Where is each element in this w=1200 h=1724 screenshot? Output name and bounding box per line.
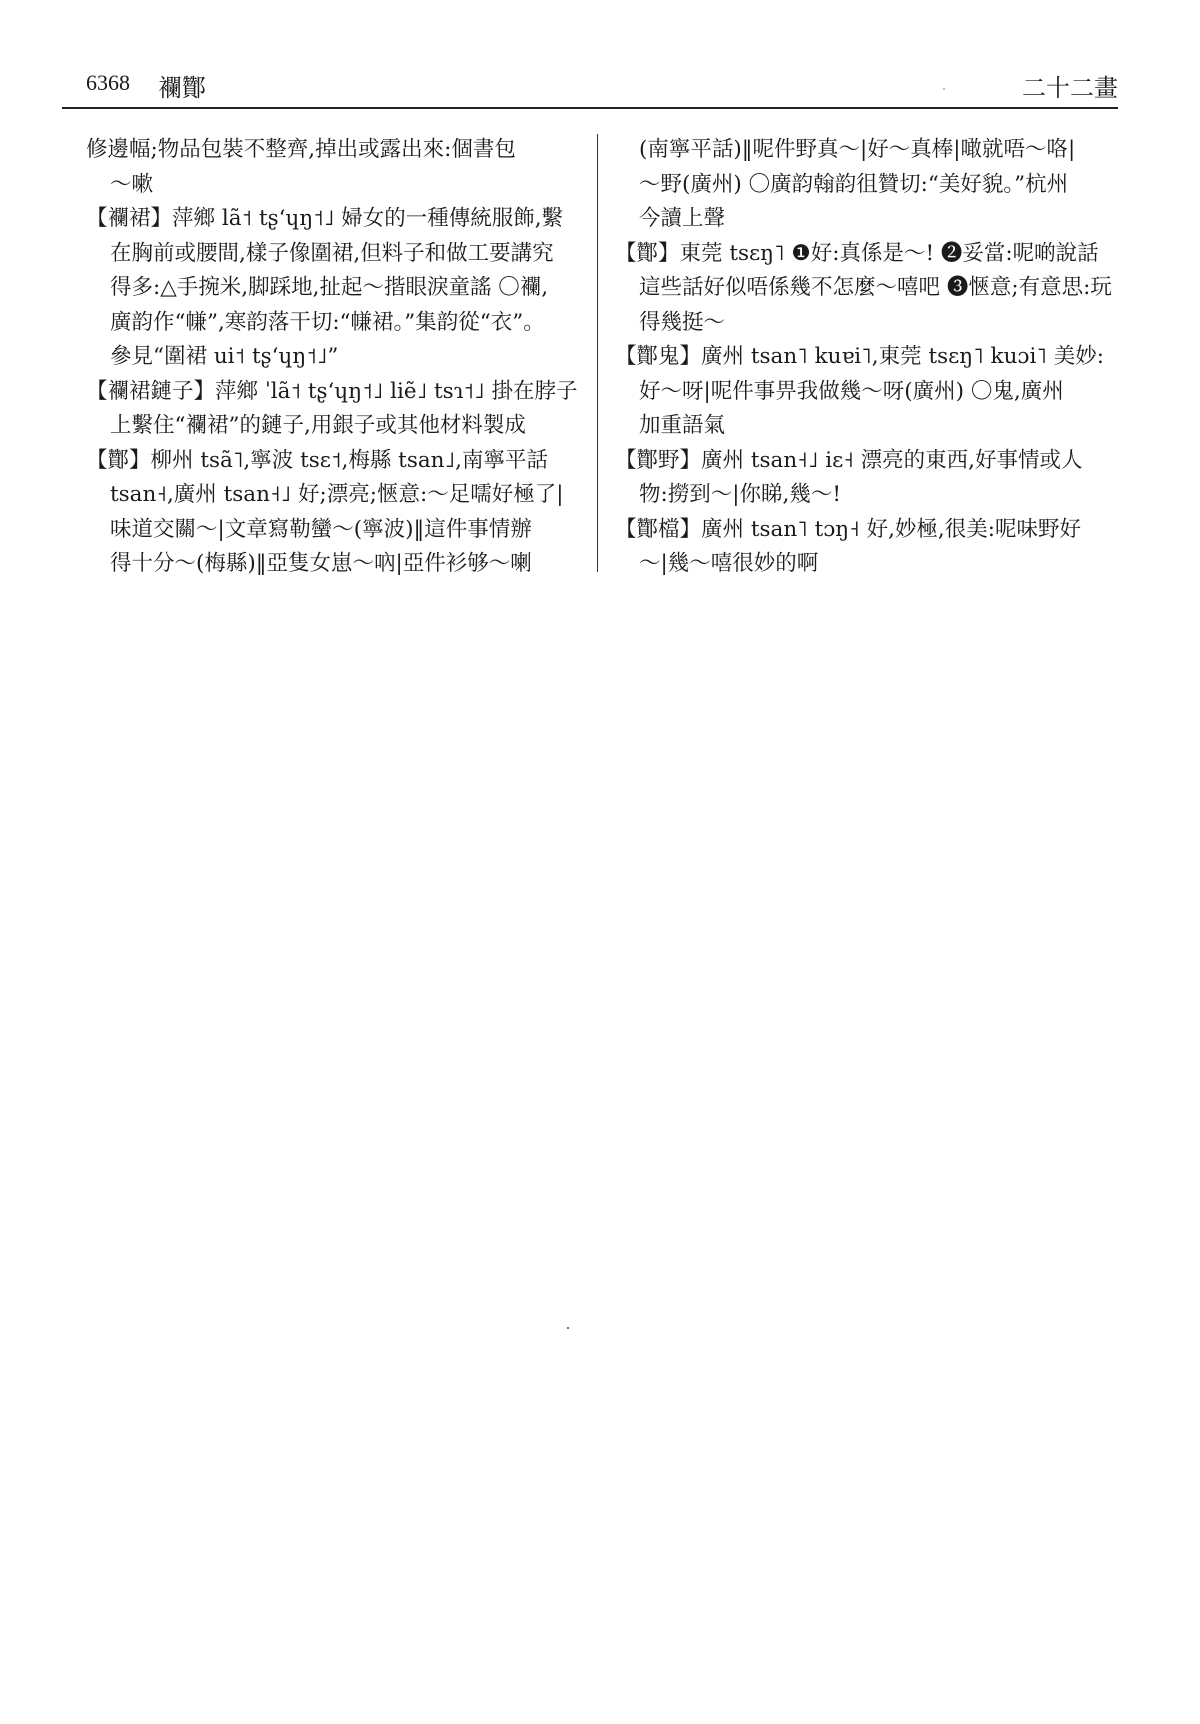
speck — [943, 88, 945, 90]
text-line: 得幾挺～ — [639, 309, 726, 335]
text-line: 得十分～(梅縣)‖亞隻女崽～吶|亞件衫够～喇 — [110, 551, 532, 576]
section-title: 二十二畫 — [1022, 74, 1118, 102]
text-line: 參見“圍裙 ui˦ tʂʻɥŋ˦˩” — [110, 344, 339, 369]
text-line: 物:撈到～|你睇,幾～! — [639, 482, 841, 507]
left-column — [86, 133, 586, 582]
text-line: ～嗽 — [110, 171, 154, 197]
stray-mark — [567, 1327, 569, 1329]
text-line: 味道交關～|文章寫勒蠻～(寧波)‖這件事情辦 — [110, 516, 532, 542]
entry-line: 【酇】東莞 tsɛŋ˥ ❶好:真係是～! ❷妥當:呢啲說話 — [615, 240, 1099, 266]
column-divider — [597, 134, 598, 572]
text-line: (南寧平話)‖呢件野真～|好～真棒|噉就唔～咯| — [639, 137, 1076, 162]
entry-line: 【酇鬼】廣州 tsan˥ kuɐi˥,東莞 tsɛŋ˥ kuɔi˥ 美妙: — [615, 344, 1105, 369]
page-number: 6368 — [86, 70, 130, 95]
text-line: 得多:△手捥米,脚踩地,扯起～揩眼淚童謠 〇襴, — [110, 275, 549, 300]
text-line: 廣韵作“㡘”,寒韵落干切:“㡘裙。”集韵從“衣”。 — [110, 309, 545, 335]
entry-line: 【酇】柳州 tsã˥,寧波 tsɛ˦,梅縣 tsan˩,南寧平話 — [86, 447, 548, 473]
entry-line: 【襴裙鏈子】萍鄉 ˈlã˦ tʂʻɥŋ˦˩ liẽ˩ tsɿ˦˩ 掛在脖子 — [86, 378, 578, 404]
text-line: ～野(廣州) 〇廣韵翰韵徂贊切:“美好貌。”杭州 — [639, 171, 1069, 197]
text-line: 好～呀|呢件事畀我做幾～呀(廣州) 〇鬼,廣州 — [639, 378, 1064, 404]
text-line: 加重語氣 — [639, 413, 726, 438]
text-line: 在胸前或腰間,樣子像圍裙,但料子和做工要講究 — [110, 240, 554, 266]
right-column — [615, 133, 1115, 582]
entry-line: 【酇檔】廣州 tsan˥ tɔŋ˧ 好,妙極,很美:呢味野好 — [615, 516, 1081, 542]
header-rule — [62, 107, 1118, 109]
page-header — [86, 70, 1118, 106]
entry-line: 【酇野】廣州 tsan˧˩ iɛ˧ 漂亮的東西,好事情或人 — [615, 447, 1083, 473]
text-line: 這些話好似唔係幾不怎麼～嘻吧 ❸愜意;有意思:玩 — [639, 275, 1112, 300]
text-line: tsan˧,廣州 tsan˧˩ 好;漂亮;愜意:～足嚅好極了| — [110, 482, 564, 507]
text-line: 修邊幅;物品包裝不整齊,掉出或露出來:個書包 — [86, 137, 516, 162]
text-line: ～|幾～嘻很妙的啊 — [639, 551, 819, 576]
text-line: 今讀上聲 — [639, 206, 726, 231]
text-line: 上繫住“襴裙”的鏈子,用銀子或其他材料製成 — [110, 413, 526, 438]
running-head-word: 襴酇 — [158, 74, 206, 102]
entry-line: 【襴裙】萍鄉 lã˦ tʂʻɥŋ˦˩ 婦女的一種傳統服飾,繫 — [86, 206, 564, 231]
